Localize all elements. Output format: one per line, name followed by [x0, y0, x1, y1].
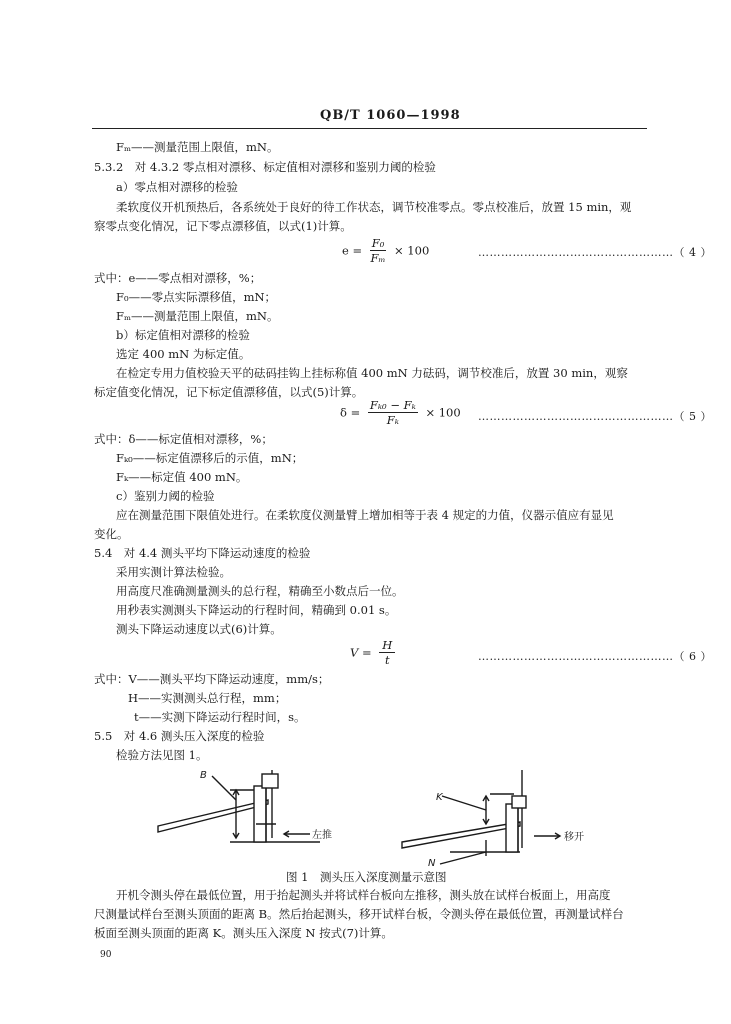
where-line: t——实测下降运动行程时间，s。 [134, 710, 306, 724]
eq4-numerator: F₀ [371, 236, 385, 250]
header-rule [92, 128, 647, 129]
page-number: 90 [100, 950, 112, 960]
where-line: Fₘ——测量范围上限值，mN。 [116, 309, 279, 323]
eq4-rhs: × 100 [394, 243, 430, 258]
figure-1-diagram [150, 760, 610, 872]
where-line: 式中：V——测头平均下降运动速度，mm/s； [94, 672, 330, 686]
equation-5 [340, 398, 461, 427]
label-N: N [428, 858, 436, 869]
text-line: 用高度尺准确测量测头的总行程，精确至小数点后一位。 [116, 584, 404, 598]
text-line: 应在测量范围下限值处进行。在柔软度仪测量臂上增加相等于表 4 规定的力值，仪器示值应有显见 [116, 508, 614, 522]
text-line: 测头下降运动速度以式(6)计算。 [116, 622, 282, 636]
text-line: 察零点变化情况，记下零点漂移值，以式(1)计算。 [94, 219, 352, 233]
subsection-b: b）标定值相对漂移的检验 [116, 328, 250, 342]
where-line: Fₖ₀——标定值漂移后的示值，mN； [116, 451, 304, 465]
where-line: F₀——零点实际漂移值，mN； [116, 290, 277, 304]
eq4-lhs: e = [342, 243, 363, 258]
label-K: K [436, 792, 443, 803]
text-line: 柔软度仪开机预热后，各系统处于良好的待工作状态，调节校准零点。零点校准后，放置 15 min，观 [116, 200, 632, 214]
sample-plate-left [158, 800, 268, 832]
section-heading-5-3-2: 5.3.2 对 4.3.2 零点相对漂移、标定值相对漂移和鉴别力阈的检验 [94, 160, 436, 174]
figure-caption: 图 1 测头压入深度测量示意图 [286, 870, 447, 884]
label-B: B [200, 770, 207, 781]
equation-4 [342, 236, 429, 265]
eq5-denominator: Fₖ [386, 413, 399, 427]
where-line: H——实测测头总行程，mm； [128, 691, 287, 705]
text-line: 变化。 [94, 527, 129, 541]
eq6-numerator: H [379, 638, 395, 653]
text-line: 检验方法见图 1。 [116, 748, 208, 762]
section-heading-5-5: 5.5 对 4.6 测头压入深度的检验 [94, 729, 265, 743]
eq5-numerator: Fₖ₀ − Fₖ [369, 398, 416, 412]
eq6-denominator: t [384, 653, 390, 667]
text-line: Fₘ——测量范围上限值，mN。 [116, 140, 279, 154]
sample-plate-right [402, 822, 520, 848]
eq6-lhs: V = [350, 645, 372, 660]
text-line: 选定 400 mN 为标定值。 [116, 347, 251, 361]
where-line: 式中：e——零点相对漂移，%； [94, 271, 262, 285]
equation-6 [350, 638, 399, 667]
text-line: 开机令测头停在最低位置，用于抬起测头并将试样台板向左推移，测头放在试样台板面上，用高度 [116, 888, 611, 902]
section-heading-5-4: 5.4 对 4.4 测头平均下降运动速度的检验 [94, 546, 311, 560]
text-line: 用秒表实测测头下降运动的行程时间，精确到 0.01 s。 [116, 603, 397, 617]
text-line: 在检定专用力值校验天平的砝码挂钩上挂标称值 400 mN 力砝码，调节校准后，放置 30 min，观察 [116, 366, 628, 380]
probe-head-left [262, 774, 278, 788]
label-left-push: 左推 [312, 830, 332, 841]
text-line: 采用实测计算法检验。 [116, 565, 231, 579]
probe-column-right [506, 804, 518, 852]
subsection-a: a）零点相对漂移的检验 [116, 180, 238, 194]
probe-column-left [254, 786, 266, 842]
equation-number-6: ……………………………………………（ 6 ） [478, 650, 712, 663]
equation-number-5: ……………………………………………（ 5 ） [478, 410, 712, 423]
equation-number-4: ……………………………………………（ 4 ） [478, 246, 712, 259]
probe-head-right [512, 796, 526, 808]
eq4-denominator: Fₘ [370, 251, 386, 265]
where-line: 式中：δ——标定值相对漂移，%； [94, 432, 273, 446]
label-right-move: 移开 [564, 832, 584, 843]
eq5-lhs: δ = [340, 405, 361, 420]
header-code: QB/T 1060—1998 [320, 108, 461, 123]
where-line: Fₖ——标定值 400 mN。 [116, 470, 248, 484]
text-line: 标定值变化情况，记下标定值漂移值，以式(5)计算。 [94, 385, 364, 399]
eq5-rhs: × 100 [425, 405, 461, 420]
text-line: 板面至测头顶面的距离 K。测头压入深度 N 按式(7)计算。 [94, 926, 393, 940]
subsection-c: c）鉴别力阈的检验 [116, 489, 215, 503]
text-line: 尺测量试样台至测头顶面的距离 B。然后抬起测头，移开试样台板，令测头停在最低位置，再测量试样台 [94, 907, 624, 921]
